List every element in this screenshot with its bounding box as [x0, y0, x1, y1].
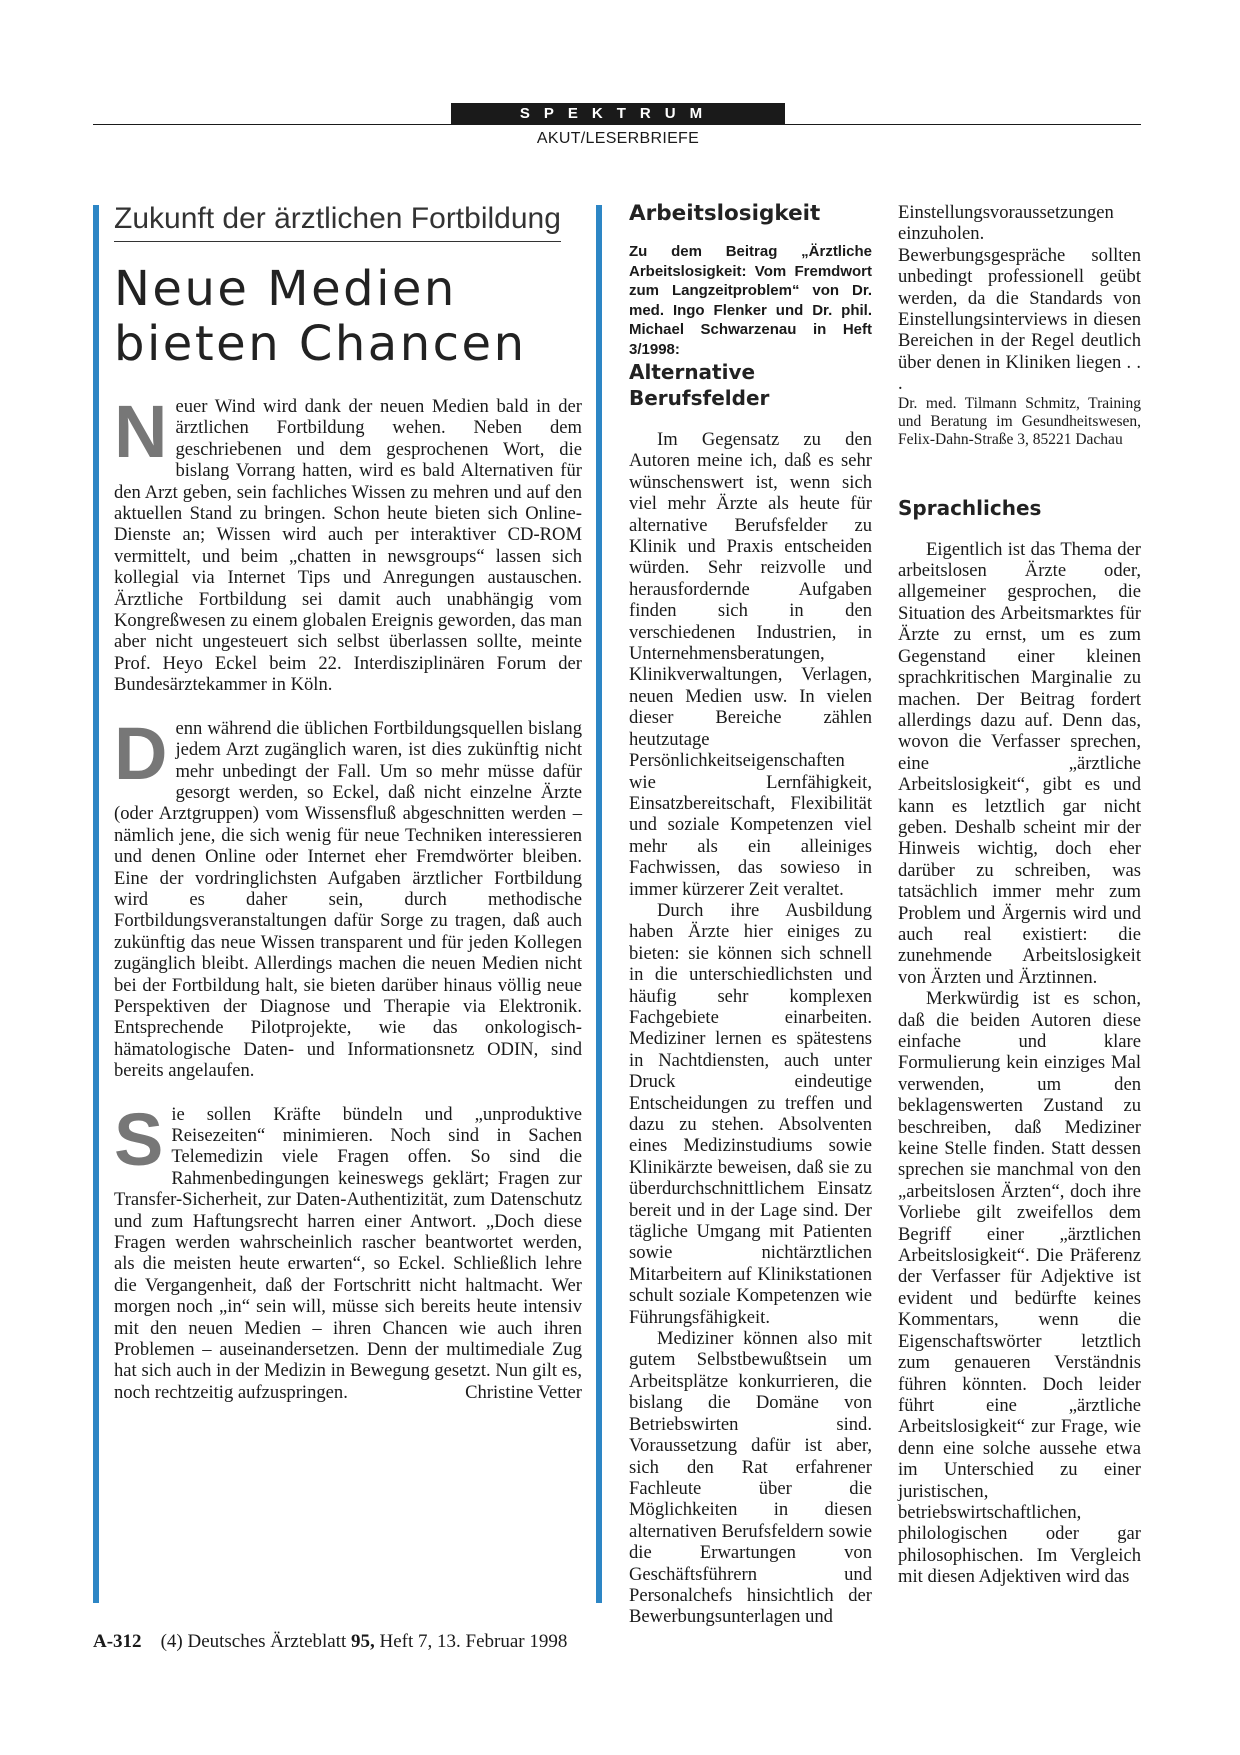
- footer-source: (4) Deutsches Ärzteblatt: [160, 1631, 347, 1652]
- article-author: Christine Vetter: [465, 1381, 582, 1403]
- letter-paragraph: Mediziner können also mit gutem Selbstbewußtsein um Arbeitsplätze konkurrieren, die bislang die Domäne von Betriebswirten sind. Voraussetzung dafür ist aber, sich den Rat erfahrener Fachleute über die Möglichkeiten in diesen alternativen Berufsfeldern sowie die Erwartungen von Geschäftsführern und Personalchefs hinsichtlich der Bewerbungsunterlagen und: [629, 1328, 872, 1628]
- article-title: [114, 262, 582, 372]
- footer-volume: 95,: [351, 1631, 375, 1652]
- article-accent-bar: [93, 205, 99, 1603]
- letter-paragraph: Eigentlich ist das Thema der arbeitslosen Ärzte oder, allgemeiner gesprochen, die Situation des Arbeitsmarktes für Ärzte zu ernst, um es zum Gegenstand einer kleinen sprachkritischen Marginalie zu machen. Der Beitrag fordert allerdings dazu auf. Denn das, wovon die Verfasser sprechen, eine „ärztliche Arbeitslosigkeit“, gibt es und kann es letztlich gar nicht geben. Deshalb scheint mir der Hinweis wichtig, doch eher darüber zu schreiben, was tatsächlich immer mehr zum Problem und Ärgernis wird und auch real existiert: die zunehmende Arbeitslosigkeit von Ärzten und Ärztinnen.: [898, 538, 1141, 988]
- letters-accent-bar: [596, 205, 602, 1603]
- drop-cap: D: [114, 711, 168, 795]
- subsection-label: AKUT/LESERBRIEFE: [536, 130, 700, 147]
- letters-column-1: [629, 200, 872, 1628]
- article: [114, 201, 582, 1403]
- drop-cap: S: [114, 1097, 164, 1181]
- letter-paragraph: Merkwürdig ist es schon, daß die beiden Autoren diese einfache und klare Formulierung kein einziges Mal verwenden, um den beklagenswerten Zustand zu beschreiben, daß Mediziner keine Stelle finden. Statt dessen sprechen sie manchmal von den „arbeitslosen Ärzten“, doch ihre Vorliebe gilt zweifellos dem Begriff einer „ärztlichen Arbeitslosigkeit“. Die Präferenz der Verfasser für Adjektive ist evident und bedürfte keines Kommentars, wenn die Eigenschaftswörter letztlich zum genaueren Verständnis führen könnten. Doch leider führt eine „ärztliche Arbeitslosigkeit“ zur Frage, wie denn eine solche aussehe etwa im Unterschied zu einer juristischen, betriebswirtschaftlichen, philologischen oder gar philosophischen. Im Vergleich mit diesen Adjektiven wird das: [898, 988, 1141, 1588]
- letters-column-2: [898, 202, 1141, 1588]
- letter1-title: Alternative Berufsfelder: [629, 360, 770, 410]
- drop-cap: N: [114, 390, 168, 473]
- article-kicker: Zukunft der ärztlichen Fortbildung: [114, 201, 561, 242]
- letter-paragraph: Im Gegensatz zu den Autoren meine ich, daß es sehr wünschenswert ist, wenn sich viel mehr Ärzte als heute für alternative Berufsfelder zu Klinik und Praxis entscheiden würden. Sehr reizvolle und herausfordernde Aufgaben finden sich in den verschiedenen Industrien, in Unternehmensberatungen, Klinikverwaltungen, Verlagen, neuen Medien usw. In vielen dieser Bereiche zählen heutzutage Persönlichkeitseigenschaften wie Lernfähigkeit, Einsatzbereitschaft, Flexibilität und soziale Kompetenzen viel mehr als ein alleiniges Fachwissen, das sowieso in immer kürzerer Zeit veraltet.: [629, 429, 872, 900]
- article-paragraph: Denn während die üblichen Fortbildungsquellen bislang jedem Arzt zugänglich waren, ist dies zukünftig nicht mehr unbedingt der Fall. Um so mehr müsse dafür gesorgt werden, so Eckel, daß nicht einzelne Ärzte (oder Arztgruppen) vom Wissensfluß abgeschnitten werden – nämlich jene, die sich wenig für neue Techniken interessieren und denen Online oder Internet eher Fremdwörter bleiben. Eine der vordringlichsten Aufgaben ärztlicher Fortbildung wird es daher sein, durch methodische Fortbildungsveranstaltungen dafür Sorge zu tragen, daß auch zukünftig das neue Wissen transparent und für jeden Kollegen zugänglich bleibt. Allerdings machen die neuen Medien nicht bei der Fortbildung halt, sie bieten darüber hinaus völlig neue Perspektiven der Diagnose und Therapie via Elektronik. Entsprechende Pilotprojekte, wie das onkologisch-hämatologische Daten- und Informationsnetz ODIN, sind bereits angelaufen.: [114, 711, 582, 1082]
- article-title-line2: bieten Chancen: [114, 316, 527, 372]
- section-label: SPEKTRUM: [451, 103, 785, 125]
- letters-intro: Zu dem Beitrag „Ärztliche Arbeitslosigkeit: Vom Fremdwort zum Langzeitproblem“ von Dr. med. Ingo Flenker und Dr. phil. Michael Schwarzenau in Heft 3/1998:: [629, 243, 872, 358]
- article-title-line1: Neue Medien: [114, 261, 457, 317]
- letter-paragraph: Durch ihre Ausbildung haben Ärzte hier einiges zu bieten: sie können sich schnell in die unterschiedlichsten und häufig sehr komplexen Fachgebiete einarbeiten. Mediziner lernen es spätestens in Nachtdiensten, auch unter Druck eindeutige Entscheidungen zu treffen und dazu zu stehen. Absolventen eines Medizinstudiums sowie Klinikärzte beweisen, daß sie zu überdurchschnittlichem Einsatz bereit und in der Lage sind. Der tägliche Umgang mit Patienten sowie nichtärztlichen Mitarbeitern auf Klinikstationen schult soziale Kompetenzen wie Führungsfähigkeit.: [629, 899, 872, 1328]
- letters-section-title: Arbeitslosigkeit: [629, 201, 821, 226]
- letter-paragraph: Einstellungsvoraussetzungen einzuholen. Bewerbungsgespräche sollten unbedingt professionell geübt werden, da die Standards von Einstellungsinterviews in diesen Bereichen in der Regel deutlich über denen in Kliniken liegen . . .: [898, 202, 1141, 395]
- page-footer: [93, 1631, 567, 1653]
- article-paragraph: Sie sollen Kräfte bündeln und „unproduktive Reisezeiten“ minimieren. Noch sind in Sachen Telemedizin viele Fragen offen. So sind die Rahmenbedingungen keineswegs geklärt; Fragen zur Transfer-Sicherheit, zur Daten-Authentizität, zum Datenschutz und zum Haftungsrecht harren einer Antwort. „Doch diese Fragen werden wahrscheinlich rascher beantwortet werden, als die meisten heute erwarten“, so Eckel. Schließlich lehre die Vergangenheit, daß der Fortschritt nicht haltmacht. Wer morgen noch „in“ sein will, müsse sich bereits heute intensiv mit den neuen Medien – ihren Chancen wie auch ihren Problemen – auseinandersetzen. Denn der multimediale Zug hat sich auch in der Medizin in Bewegung gesetzt. Nun gilt es, noch rechtzeitig aufzuspringen. Christine Vetter: [114, 1097, 582, 1403]
- article-paragraph: Neuer Wind wird dank der neuen Medien bald in der ärztlichen Fortbildung wehen. Neben dem geschriebenen und dem gesprochenen Wort, die bislang Vorrang hatten, wird es bald Alternativen für den Arzt geben, sein fachliches Wissen zu mehren und auf den aktuellen Stand zu bringen. Schon heute bieten sich Online-Dienste an; Wissen wird auch per interaktiver CD-ROM vermittelt, und beim „chatten in newsgroups“ lassen sich kollegial via Internet Tips und Anregungen austauschen. Ärztliche Fortbildung sei damit auch unabhängig vom Kongreßwesen zu einem globalen Ereignis geworden, das man aber nicht ungesteuert sich selbst überlassen sollte, meinte Prof. Heyo Eckel beim 22. Interdisziplinären Forum der Bundesärztekammer in Köln.: [114, 390, 582, 696]
- letter1-signature: Dr. med. Tilmann Schmitz, Training und Beratung im Gesundheitswesen, Felix-Dahn-Straße 3, 85221 Dachau: [898, 394, 1141, 448]
- footer-issue: Heft 7, 13. Februar 1998: [379, 1631, 568, 1652]
- page-number: A-312: [93, 1631, 142, 1652]
- letter2-title: Sprachliches: [898, 495, 1042, 520]
